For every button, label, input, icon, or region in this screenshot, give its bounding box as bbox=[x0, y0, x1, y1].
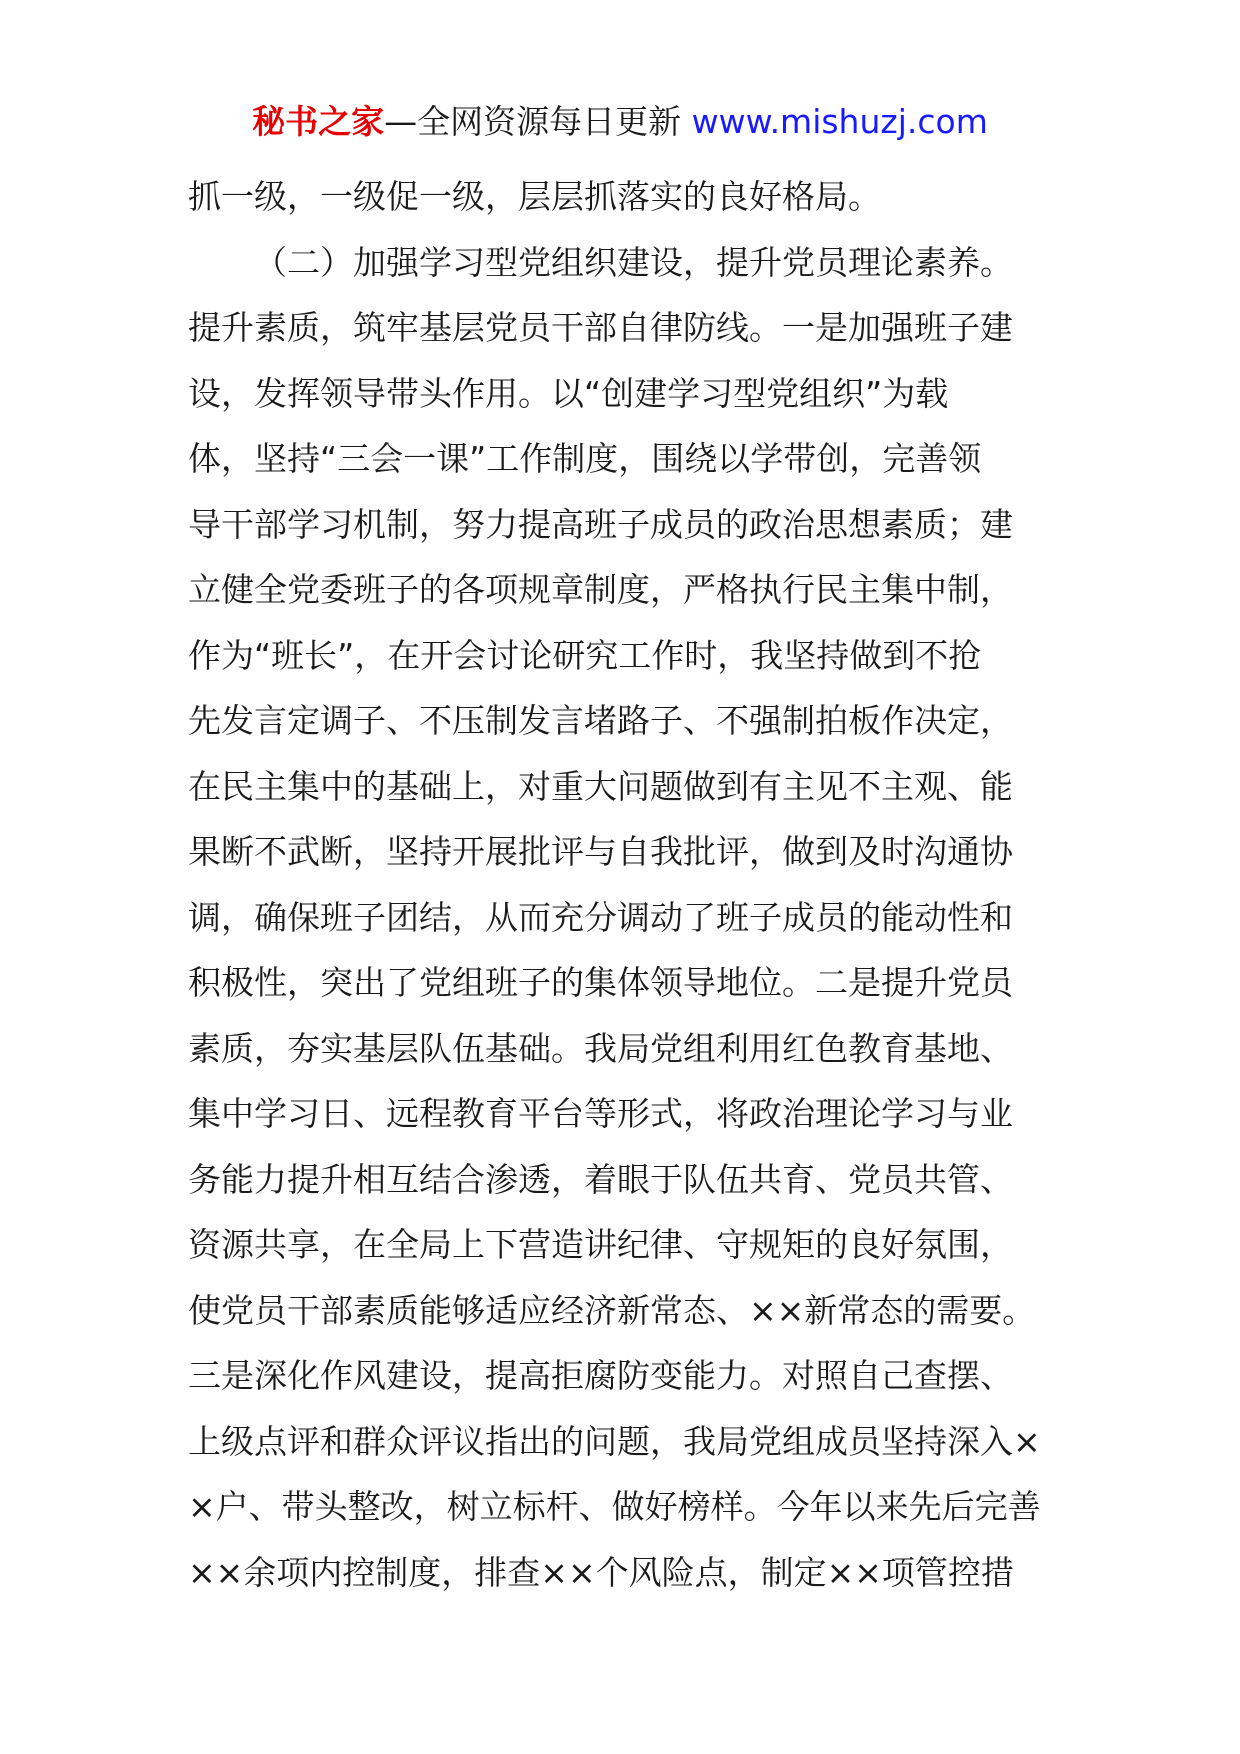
body-line: 集中学习日、远程教育平台等形式，将政治理论学习与业 bbox=[188, 1094, 1013, 1133]
body-line: 使党员干部素质能够适应经济新常态、××新常态的需要。 bbox=[188, 1290, 1036, 1330]
body-line: 积极性，突出了党组班子的集体领导地位。二是提升党员 bbox=[188, 963, 1013, 1002]
page-header bbox=[0, 100, 1240, 144]
section-heading: （二）加强学习型党组织建设，提升党员理论素养。 bbox=[254, 242, 1013, 282]
body-line: 体，坚持“三会一课”工作制度，围绕以学带创，完善领 bbox=[188, 439, 982, 478]
header-tagline: —全网资源每日更新 bbox=[384, 102, 692, 141]
body-line: 上级点评和群众评议指出的问题，我局党组成员坚持深入× bbox=[188, 1421, 1041, 1461]
document-body bbox=[188, 164, 1058, 1605]
body-line: 导干部学习机制，努力提高班子成员的政治思想素质；建 bbox=[188, 504, 1013, 544]
body-line: 调，确保班子团结，从而充分调动了班子成员的能动性和 bbox=[188, 897, 1013, 937]
body-line: 立健全党委班子的各项规章制度，严格执行民主集中制， bbox=[188, 570, 1013, 609]
body-line: ××余项内控制度，排查××个风险点，制定××项管控措 bbox=[188, 1552, 1014, 1592]
header-brand: 秘书之家 bbox=[252, 102, 385, 141]
body-line: 务能力提升相互结合渗透，着眼于队伍共育、党员共管、 bbox=[188, 1159, 1013, 1199]
body-line: 先发言定调子、不压制发言堵路子、不强制拍板作决定， bbox=[188, 701, 1013, 740]
body-line: 三是深化作风建设，提高拒腐防变能力。对照自己查摆、 bbox=[188, 1356, 1013, 1395]
body-line: 作为“班长”，在开会讨论研究工作时，我坚持做到不抢 bbox=[188, 635, 982, 675]
body-line: 设，发挥领导带头作用。以“创建学习型党组织”为载 bbox=[188, 373, 949, 413]
body-line: 资源共享，在全局上下营造讲纪律、守规矩的良好氛围， bbox=[188, 1225, 1013, 1264]
body-line: 在民主集中的基础上，对重大问题做到有主见不主观、能 bbox=[188, 766, 1013, 806]
header-url-link[interactable]: www.mishuzj.com bbox=[691, 102, 988, 141]
body-line: 提升素质，筑牢基层党员干部自律防线。一是加强班子建 bbox=[188, 308, 1013, 347]
body-line: 抓一级，一级促一级，层层抓落实的良好格局。 bbox=[188, 177, 881, 216]
body-line: 果断不武断，坚持开展批评与自我批评，做到及时沟通协 bbox=[188, 832, 1013, 871]
body-line: 素质，夯实基层队伍基础。我局党组利用红色教育基地、 bbox=[188, 1028, 1013, 1068]
body-line: ×户、带头整改，树立标杆、做好榜样。今年以来先后完善 bbox=[188, 1487, 1041, 1526]
